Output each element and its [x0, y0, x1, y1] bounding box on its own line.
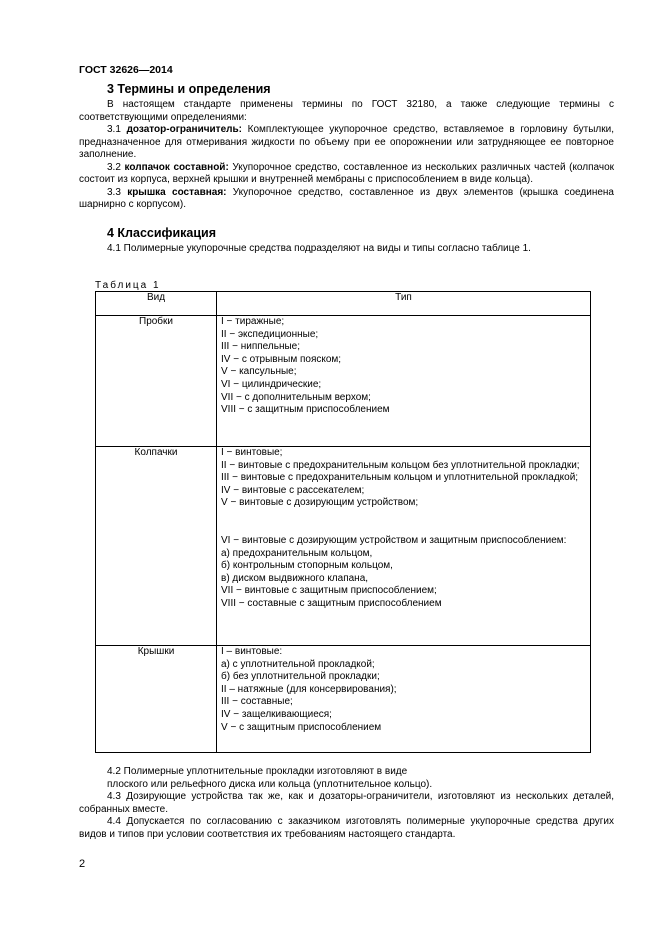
type-item: III − составные; — [221, 696, 293, 708]
type-item: III − ниппельные; — [221, 341, 300, 353]
type-item: VII − винтовые с защитным приспособлением; — [221, 585, 437, 597]
type-item: VIII − с защитным приспособлением — [221, 404, 390, 416]
term-number: 3.1 — [107, 124, 121, 135]
paragraph-4-4: 4.4 Допускается по согласованию с заказчиком изготовлять полимерные укупорочные средства других видов и типов при условии соответствия их требованиям настоящего стандарта. — [79, 816, 614, 840]
cell-vid: Пробки — [96, 316, 217, 447]
cell-tip — [217, 316, 591, 447]
type-item: I − тиражные; — [221, 316, 285, 327]
type-item: VIII − составные с защитным приспособлением — [221, 597, 442, 609]
type-item: а) с уплотнительной прокладкой; — [221, 658, 375, 670]
document-header: ГОСТ 32626—2014 — [79, 64, 173, 76]
table-row — [96, 316, 591, 447]
type-item: IV − винтовые с рассекателем; — [221, 484, 365, 496]
term-name: колпачок составной: — [124, 161, 229, 173]
paragraph-4-2b: плоского или рельефного диска или кольца (уплотнительное кольцо). — [107, 778, 433, 790]
type-item: I − винтовые; — [221, 447, 283, 458]
header-vid: Вид — [96, 292, 217, 316]
type-item: IV − с отрывным пояском; — [221, 353, 342, 365]
term-3-2 — [79, 162, 614, 187]
type-item: в) диском выдвижного клапана, — [221, 572, 369, 584]
table-caption: Таблица 1 — [95, 280, 161, 291]
spacer — [221, 510, 586, 535]
page-number: 2 — [79, 858, 86, 870]
term-definition: Комплектующее укупорочное средство, вставляемое в горловину бутылки, предназначенное для отмеривания жидкости по объему при ее опорожнении или затрудняющее ее повторное заполнение. — [79, 124, 615, 160]
type-item: II − экспедиционные; — [221, 328, 319, 340]
cell-tip — [217, 447, 591, 646]
type-item: VI − цилиндрические; — [221, 378, 322, 390]
cell-vid: Колпачки — [96, 447, 217, 646]
cell-vid: Крышки — [96, 646, 217, 753]
type-item: II − винтовые с предохранительным кольцом без уплотнительной прокладки; — [221, 459, 580, 471]
paragraph-4-3: 4.3 Дозирующие устройства так же, как и дозаторы-ограничители, изготовляют из нескольких деталей, собранных вместе. — [79, 791, 614, 815]
type-item: б) контрольным стопорным кольцом, — [221, 560, 393, 572]
term-name: крышка составная: — [127, 186, 227, 198]
type-item: V − винтовые с дозирующим устройством; — [221, 497, 419, 509]
section-4 — [79, 226, 614, 256]
term-definition: Укупорочное средство, составленное из двух элементов (крышка соединена шарнирно с корпусом). — [79, 186, 614, 210]
term-number: 3.3 — [107, 186, 121, 198]
main-content — [79, 82, 614, 255]
type-item: V − капсульные; — [221, 366, 297, 378]
paragraph-4-2a: 4.2 Полимерные уплотнительные прокладки изготовляют в виде — [107, 766, 408, 777]
section-3-title: 3 Термины и определения — [107, 82, 271, 96]
term-3-1 — [79, 124, 614, 162]
classification-table — [95, 291, 591, 753]
cell-tip — [217, 646, 591, 753]
type-item: III − винтовые с предохранительным кольцом и уплотнительной прокладкой; — [221, 472, 579, 484]
table-header-row — [96, 292, 591, 316]
after-table-text — [79, 766, 614, 841]
type-item: V − с защитным приспособлением — [221, 721, 382, 733]
section-4-title: 4 Классификация — [107, 225, 217, 240]
type-item: IV − защелкивающиеся; — [221, 708, 332, 720]
type-item: II – натяжные (для консервирования); — [221, 683, 397, 695]
table-row — [96, 646, 591, 753]
paragraph-4-1: 4.1 Полимерные укупорочные средства подразделяют на виды и типы согласно таблице 1. — [107, 242, 531, 254]
header-tip: Тип — [217, 292, 591, 316]
type-item: б) без уплотнительной прокладки; — [221, 671, 380, 683]
type-item: VI − винтовые с дозирующим устройством и защитным приспособлением: — [221, 534, 567, 546]
term-3-3 — [79, 187, 614, 212]
type-item: а) предохранительным кольцом, — [221, 547, 373, 559]
term-name: дозатор-ограничитель: — [126, 124, 242, 135]
term-definition: Укупорочное средство, составленное из нескольких различных частей (колпачок состоит из корпуса, верхней крышки и внутренней мембраны с приспособлением в виде кольца). — [79, 161, 615, 185]
type-item: I – винтовые: — [221, 646, 283, 657]
section-3-intro: В настоящем стандарте применены термины по ГОСТ 32180, а также следующие термины с соответствующими определениями: — [79, 99, 614, 123]
table-row — [96, 447, 591, 646]
term-number: 3.2 — [107, 161, 121, 173]
type-item: VII − с дополнительным верхом; — [221, 391, 371, 403]
